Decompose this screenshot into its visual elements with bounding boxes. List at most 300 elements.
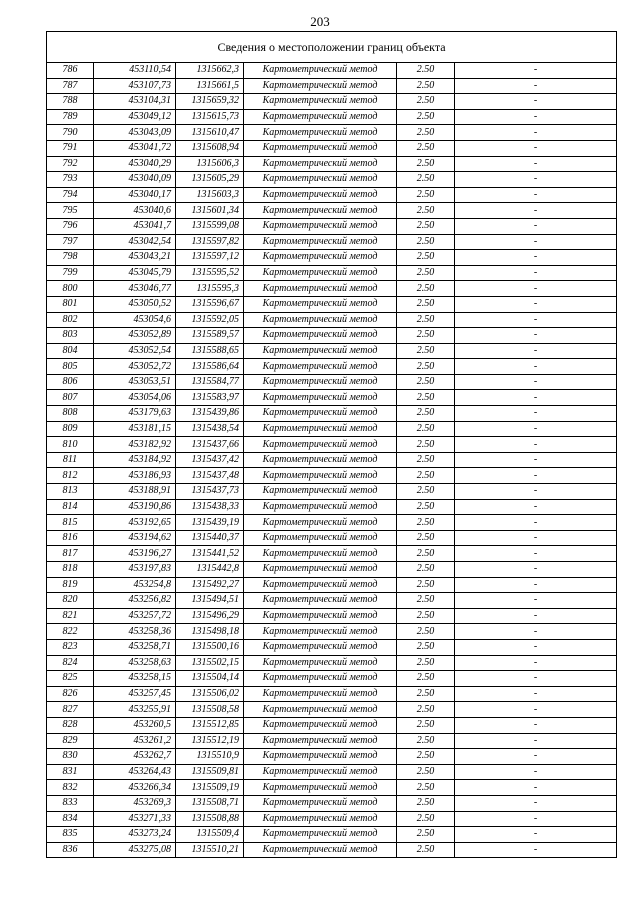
accuracy-cell: 2.50 [397,530,455,546]
accuracy-cell: 2.50 [397,234,455,250]
accuracy-cell: 2.50 [397,296,455,312]
method-cell: Картометрический метод [244,655,397,671]
y-coordinate-cell: 1315601,34 [176,203,244,219]
method-cell: Картометрический метод [244,156,397,172]
table-row [47,593,617,609]
x-coordinate-cell: 453257,45 [94,686,176,702]
y-coordinate-cell: 1315502,15 [176,655,244,671]
table-row [47,63,617,79]
table-header-row [47,32,617,63]
y-coordinate-cell: 1315599,08 [176,218,244,234]
x-coordinate-cell: 453046,77 [94,281,176,297]
point-number-cell: 809 [47,421,94,437]
y-coordinate-cell: 1315437,42 [176,452,244,468]
table-row [47,655,617,671]
y-coordinate-cell: 1315437,66 [176,437,244,453]
y-coordinate-cell: 1315500,16 [176,639,244,655]
accuracy-cell: 2.50 [397,468,455,484]
point-number-cell: 810 [47,437,94,453]
description-cell: - [455,671,617,687]
method-cell: Картометрический метод [244,842,397,858]
y-coordinate-cell: 1315596,67 [176,296,244,312]
description-cell: - [455,63,617,79]
table-row [47,156,617,172]
point-number-cell: 829 [47,733,94,749]
table-row [47,530,617,546]
x-coordinate-cell: 453040,6 [94,203,176,219]
point-number-cell: 825 [47,671,94,687]
method-cell: Картометрический метод [244,406,397,422]
x-coordinate-cell: 453043,21 [94,250,176,266]
method-cell: Картометрический метод [244,343,397,359]
y-coordinate-cell: 1315439,19 [176,515,244,531]
table-body [47,63,617,858]
point-number-cell: 792 [47,156,94,172]
description-cell: - [455,125,617,141]
x-coordinate-cell: 453041,72 [94,140,176,156]
description-cell: - [455,515,617,531]
table-title: Сведения о местоположении границ объекта [47,32,617,63]
table-row [47,764,617,780]
table-row [47,608,617,624]
method-cell: Картометрический метод [244,218,397,234]
point-number-cell: 804 [47,343,94,359]
x-coordinate-cell: 453040,17 [94,187,176,203]
point-number-cell: 794 [47,187,94,203]
x-coordinate-cell: 453052,89 [94,328,176,344]
accuracy-cell: 2.50 [397,717,455,733]
method-cell: Картометрический метод [244,717,397,733]
point-number-cell: 790 [47,125,94,141]
table-row [47,421,617,437]
y-coordinate-cell: 1315597,12 [176,250,244,266]
accuracy-cell: 2.50 [397,842,455,858]
x-coordinate-cell: 453182,92 [94,437,176,453]
y-coordinate-cell: 1315438,33 [176,499,244,515]
method-cell: Картометрический метод [244,437,397,453]
description-cell: - [455,374,617,390]
table-row [47,717,617,733]
x-coordinate-cell: 453261,2 [94,733,176,749]
y-coordinate-cell: 1315615,73 [176,109,244,125]
table-row [47,827,617,843]
x-coordinate-cell: 453052,54 [94,343,176,359]
x-coordinate-cell: 453045,79 [94,265,176,281]
accuracy-cell: 2.50 [397,172,455,188]
method-cell: Картометрический метод [244,187,397,203]
table-row [47,577,617,593]
description-cell: - [455,281,617,297]
method-cell: Картометрический метод [244,530,397,546]
method-cell: Картометрический метод [244,686,397,702]
description-cell: - [455,686,617,702]
y-coordinate-cell: 1315610,47 [176,125,244,141]
method-cell: Картометрический метод [244,811,397,827]
x-coordinate-cell: 453186,93 [94,468,176,484]
x-coordinate-cell: 453110,54 [94,63,176,79]
method-cell: Картометрический метод [244,421,397,437]
accuracy-cell: 2.50 [397,686,455,702]
method-cell: Картометрический метод [244,328,397,344]
x-coordinate-cell: 453054,6 [94,312,176,328]
point-number-cell: 828 [47,717,94,733]
y-coordinate-cell: 1315438,54 [176,421,244,437]
accuracy-cell: 2.50 [397,78,455,94]
point-number-cell: 835 [47,827,94,843]
x-coordinate-cell: 453258,63 [94,655,176,671]
point-number-cell: 827 [47,702,94,718]
table-row [47,671,617,687]
y-coordinate-cell: 1315662,3 [176,63,244,79]
table-row [47,359,617,375]
point-number-cell: 816 [47,530,94,546]
description-cell: - [455,172,617,188]
y-coordinate-cell: 1315595,3 [176,281,244,297]
method-cell: Картометрический метод [244,795,397,811]
method-cell: Картометрический метод [244,203,397,219]
method-cell: Картометрический метод [244,312,397,328]
point-number-cell: 791 [47,140,94,156]
table-row [47,218,617,234]
x-coordinate-cell: 453179,63 [94,406,176,422]
x-coordinate-cell: 453107,73 [94,78,176,94]
method-cell: Картометрический метод [244,671,397,687]
point-number-cell: 799 [47,265,94,281]
method-cell: Картометрический метод [244,296,397,312]
y-coordinate-cell: 1315661,5 [176,78,244,94]
table-row [47,78,617,94]
point-number-cell: 798 [47,250,94,266]
method-cell: Картометрический метод [244,639,397,655]
x-coordinate-cell: 453262,7 [94,749,176,765]
y-coordinate-cell: 1315437,73 [176,484,244,500]
description-cell: - [455,421,617,437]
description-cell: - [455,406,617,422]
accuracy-cell: 2.50 [397,390,455,406]
table-row [47,484,617,500]
description-cell: - [455,218,617,234]
accuracy-cell: 2.50 [397,421,455,437]
description-cell: - [455,296,617,312]
table-row [47,795,617,811]
point-number-cell: 801 [47,296,94,312]
point-number-cell: 788 [47,94,94,110]
y-coordinate-cell: 1315592,05 [176,312,244,328]
x-coordinate-cell: 453271,33 [94,811,176,827]
accuracy-cell: 2.50 [397,593,455,609]
accuracy-cell: 2.50 [397,780,455,796]
description-cell: - [455,343,617,359]
x-coordinate-cell: 453194,62 [94,530,176,546]
table-row [47,94,617,110]
description-cell: - [455,546,617,562]
point-number-cell: 819 [47,577,94,593]
description-cell: - [455,764,617,780]
description-cell: - [455,359,617,375]
accuracy-cell: 2.50 [397,63,455,79]
point-number-cell: 787 [47,78,94,94]
y-coordinate-cell: 1315496,29 [176,608,244,624]
point-number-cell: 817 [47,546,94,562]
y-coordinate-cell: 1315437,48 [176,468,244,484]
y-coordinate-cell: 1315441,52 [176,546,244,562]
y-coordinate-cell: 1315508,88 [176,811,244,827]
point-number-cell: 823 [47,639,94,655]
description-cell: - [455,608,617,624]
method-cell: Картометрический метод [244,577,397,593]
method-cell: Картометрический метод [244,172,397,188]
table-row [47,265,617,281]
accuracy-cell: 2.50 [397,624,455,640]
accuracy-cell: 2.50 [397,437,455,453]
description-cell: - [455,811,617,827]
point-number-cell: 811 [47,452,94,468]
x-coordinate-cell: 453053,51 [94,374,176,390]
description-cell: - [455,78,617,94]
point-number-cell: 802 [47,312,94,328]
x-coordinate-cell: 453269,3 [94,795,176,811]
table-row [47,109,617,125]
y-coordinate-cell: 1315512,85 [176,717,244,733]
x-coordinate-cell: 453255,91 [94,702,176,718]
point-number-cell: 832 [47,780,94,796]
accuracy-cell: 2.50 [397,359,455,375]
table-row [47,281,617,297]
point-number-cell: 818 [47,562,94,578]
description-cell: - [455,484,617,500]
table-row [47,515,617,531]
method-cell: Картометрический метод [244,749,397,765]
accuracy-cell: 2.50 [397,109,455,125]
y-coordinate-cell: 1315595,52 [176,265,244,281]
accuracy-cell: 2.50 [397,140,455,156]
description-cell: - [455,452,617,468]
x-coordinate-cell: 453040,29 [94,156,176,172]
y-coordinate-cell: 1315440,37 [176,530,244,546]
description-cell: - [455,265,617,281]
table-row [47,250,617,266]
description-cell: - [455,390,617,406]
point-number-cell: 795 [47,203,94,219]
description-cell: - [455,234,617,250]
y-coordinate-cell: 1315597,82 [176,234,244,250]
description-cell: - [455,702,617,718]
x-coordinate-cell: 453266,34 [94,780,176,796]
method-cell: Картометрический метод [244,359,397,375]
y-coordinate-cell: 1315510,9 [176,749,244,765]
point-number-cell: 821 [47,608,94,624]
y-coordinate-cell: 1315509,4 [176,827,244,843]
accuracy-cell: 2.50 [397,125,455,141]
y-coordinate-cell: 1315584,77 [176,374,244,390]
description-cell: - [455,250,617,266]
point-number-cell: 806 [47,374,94,390]
table-row [47,406,617,422]
accuracy-cell: 2.50 [397,733,455,749]
description-cell: - [455,639,617,655]
table-row [47,624,617,640]
x-coordinate-cell: 453041,7 [94,218,176,234]
description-cell: - [455,780,617,796]
x-coordinate-cell: 453181,15 [94,421,176,437]
x-coordinate-cell: 453184,92 [94,452,176,468]
accuracy-cell: 2.50 [397,499,455,515]
accuracy-cell: 2.50 [397,218,455,234]
method-cell: Картометрический метод [244,63,397,79]
description-cell: - [455,593,617,609]
method-cell: Картометрический метод [244,702,397,718]
accuracy-cell: 2.50 [397,281,455,297]
accuracy-cell: 2.50 [397,639,455,655]
description-cell: - [455,437,617,453]
table-row [47,499,617,515]
method-cell: Картометрический метод [244,125,397,141]
y-coordinate-cell: 1315512,19 [176,733,244,749]
y-coordinate-cell: 1315504,14 [176,671,244,687]
y-coordinate-cell: 1315498,18 [176,624,244,640]
description-cell: - [455,842,617,858]
accuracy-cell: 2.50 [397,546,455,562]
table-row [47,312,617,328]
method-cell: Картометрический метод [244,546,397,562]
method-cell: Картометрический метод [244,452,397,468]
table-row [47,749,617,765]
accuracy-cell: 2.50 [397,265,455,281]
x-coordinate-cell: 453254,8 [94,577,176,593]
x-coordinate-cell: 453043,09 [94,125,176,141]
table-row [47,390,617,406]
y-coordinate-cell: 1315589,57 [176,328,244,344]
description-cell: - [455,94,617,110]
y-coordinate-cell: 1315583,97 [176,390,244,406]
accuracy-cell: 2.50 [397,94,455,110]
accuracy-cell: 2.50 [397,187,455,203]
y-coordinate-cell: 1315588,65 [176,343,244,359]
method-cell: Картометрический метод [244,109,397,125]
point-number-cell: 803 [47,328,94,344]
method-cell: Картометрический метод [244,827,397,843]
accuracy-cell: 2.50 [397,156,455,172]
method-cell: Картометрический метод [244,94,397,110]
description-cell: - [455,530,617,546]
accuracy-cell: 2.50 [397,577,455,593]
accuracy-cell: 2.50 [397,515,455,531]
description-cell: - [455,187,617,203]
table-row [47,733,617,749]
y-coordinate-cell: 1315659,32 [176,94,244,110]
point-number-cell: 789 [47,109,94,125]
x-coordinate-cell: 453258,71 [94,639,176,655]
y-coordinate-cell: 1315492,27 [176,577,244,593]
x-coordinate-cell: 453264,43 [94,764,176,780]
description-cell: - [455,562,617,578]
point-number-cell: 808 [47,406,94,422]
accuracy-cell: 2.50 [397,312,455,328]
x-coordinate-cell: 453197,83 [94,562,176,578]
method-cell: Картометрический метод [244,390,397,406]
y-coordinate-cell: 1315506,02 [176,686,244,702]
table-row [47,686,617,702]
table-row [47,842,617,858]
x-coordinate-cell: 453050,52 [94,296,176,312]
description-cell: - [455,624,617,640]
method-cell: Картометрический метод [244,78,397,94]
table-row [47,328,617,344]
y-coordinate-cell: 1315605,29 [176,172,244,188]
description-cell: - [455,717,617,733]
table-row [47,343,617,359]
point-number-cell: 831 [47,764,94,780]
method-cell: Картометрический метод [244,780,397,796]
table-row [47,203,617,219]
method-cell: Картометрический метод [244,624,397,640]
x-coordinate-cell: 453049,12 [94,109,176,125]
method-cell: Картометрический метод [244,374,397,390]
x-coordinate-cell: 453040,09 [94,172,176,188]
table-row [47,780,617,796]
description-cell: - [455,156,617,172]
x-coordinate-cell: 453196,27 [94,546,176,562]
x-coordinate-cell: 453258,36 [94,624,176,640]
table-row [47,140,617,156]
accuracy-cell: 2.50 [397,811,455,827]
accuracy-cell: 2.50 [397,749,455,765]
accuracy-cell: 2.50 [397,374,455,390]
point-number-cell: 830 [47,749,94,765]
point-number-cell: 826 [47,686,94,702]
table-row [47,234,617,250]
y-coordinate-cell: 1315603,3 [176,187,244,203]
y-coordinate-cell: 1315494,51 [176,593,244,609]
point-number-cell: 833 [47,795,94,811]
x-coordinate-cell: 453104,31 [94,94,176,110]
y-coordinate-cell: 1315508,58 [176,702,244,718]
y-coordinate-cell: 1315509,81 [176,764,244,780]
method-cell: Картометрический метод [244,265,397,281]
method-cell: Картометрический метод [244,468,397,484]
description-cell: - [455,577,617,593]
x-coordinate-cell: 453260,5 [94,717,176,733]
x-coordinate-cell: 453188,91 [94,484,176,500]
table-row [47,468,617,484]
x-coordinate-cell: 453273,24 [94,827,176,843]
y-coordinate-cell: 1315439,86 [176,406,244,422]
accuracy-cell: 2.50 [397,328,455,344]
point-number-cell: 820 [47,593,94,609]
description-cell: - [455,203,617,219]
page-number: 203 [310,14,330,29]
x-coordinate-cell: 453257,72 [94,608,176,624]
point-number-cell: 812 [47,468,94,484]
description-cell: - [455,312,617,328]
method-cell: Картометрический метод [244,484,397,500]
y-coordinate-cell: 1315586,64 [176,359,244,375]
y-coordinate-cell: 1315509,19 [176,780,244,796]
point-number-cell: 807 [47,390,94,406]
table-row [47,374,617,390]
table-row [47,172,617,188]
x-coordinate-cell: 453054,06 [94,390,176,406]
accuracy-cell: 2.50 [397,702,455,718]
accuracy-cell: 2.50 [397,671,455,687]
accuracy-cell: 2.50 [397,406,455,422]
y-coordinate-cell: 1315606,3 [176,156,244,172]
point-number-cell: 797 [47,234,94,250]
point-number-cell: 786 [47,63,94,79]
boundary-coordinates-table [46,31,617,858]
accuracy-cell: 2.50 [397,484,455,500]
point-number-cell: 824 [47,655,94,671]
